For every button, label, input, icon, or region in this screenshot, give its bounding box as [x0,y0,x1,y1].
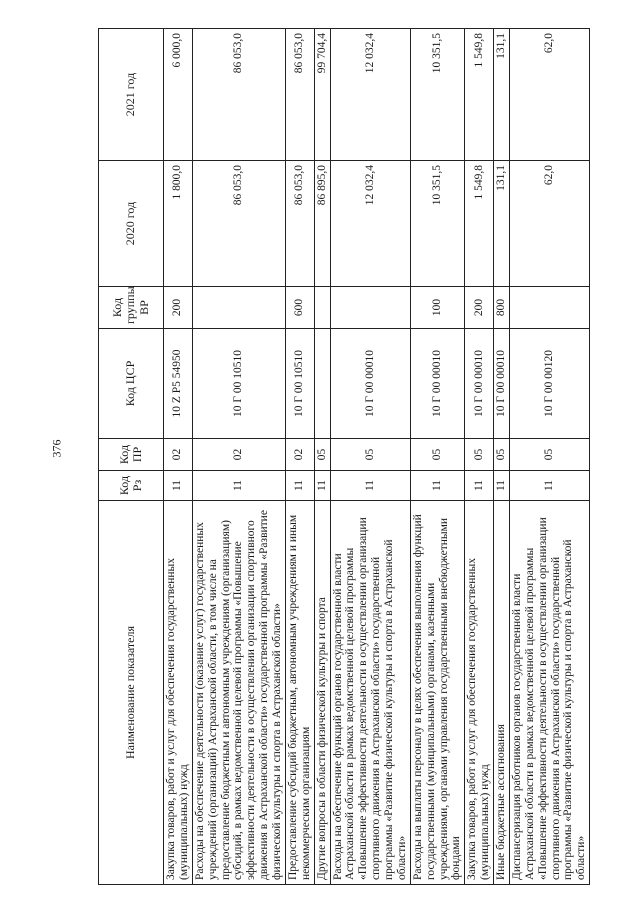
cell-2021: 86 053,0 [285,29,314,161]
cell-2021: 131,1 [494,29,510,161]
cell-pr: 05 [330,439,410,471]
cell-2020: 86 053,0 [192,161,285,287]
cell-name: Иные бюджетные ассигнования [494,501,510,885]
cell-2021: 12 032,4 [330,29,410,161]
table-row [164,29,193,885]
table-row [330,29,410,885]
cell-pr: 05 [465,439,494,471]
rotated-table-container [98,29,590,885]
cell-2021: 1 549,8 [465,29,494,161]
cell-csr: 10 Г 00 00010 [410,329,465,439]
cell-name: Расходы на выплаты персоналу в целях обеспечения выполнения функций государственными (муниципальными) органами, казенными учреждениями, органами управления государственными внебюджетными фондами [410,501,465,885]
cell-rz: 11 [410,471,465,501]
cell-pr: 02 [285,439,314,471]
cell-vr: 200 [164,287,193,329]
header-name: Наименование показателя [99,501,164,885]
cell-2021: 10 351,5 [410,29,465,161]
cell-rz: 11 [285,471,314,501]
cell-vr: 800 [494,287,510,329]
cell-vr: 600 [285,287,314,329]
cell-vr [314,287,330,329]
header-rz: Код Рз [99,471,164,501]
header-pr: Код ПР [99,439,164,471]
cell-csr: 10 Г 00 10510 [192,329,285,439]
cell-rz: 11 [465,471,494,501]
table-header-row [99,29,164,885]
table-row [465,29,494,885]
cell-csr [314,329,330,439]
cell-name: Закупка товаров, работ и услуг для обеспечения государственных (муниципальных) нужд [164,501,193,885]
cell-vr [192,287,285,329]
cell-csr: 10 Z P5 54950 [164,329,193,439]
cell-pr: 05 [494,439,510,471]
cell-vr: 200 [465,287,494,329]
table-row [509,29,589,885]
cell-2020: 1 800,0 [164,161,193,287]
table-row [314,29,330,885]
header-2020: 2020 год [99,161,164,287]
page-number: 376 [49,439,64,458]
cell-pr: 05 [410,439,465,471]
table-row [494,29,510,885]
cell-vr [509,287,589,329]
cell-name: Закупка товаров, работ и услуг для обеспечения государственных (муниципальных) нужд [465,501,494,885]
table-row [192,29,285,885]
cell-vr: 100 [410,287,465,329]
budget-table [98,28,590,885]
cell-2021: 6 000,0 [164,29,193,161]
cell-2020: 12 032,4 [330,161,410,287]
cell-csr: 10 Г 00 00010 [465,329,494,439]
table-row [410,29,465,885]
cell-rz: 11 [164,471,193,501]
cell-rz: 11 [330,471,410,501]
cell-rz: 11 [494,471,510,501]
header-2021: 2021 год [99,29,164,161]
cell-csr: 10 Г 00 00010 [494,329,510,439]
cell-2020: 1 549,8 [465,161,494,287]
cell-csr: 10 Г 00 00120 [509,329,589,439]
cell-2020: 62,0 [509,161,589,287]
cell-vr [330,287,410,329]
cell-2021: 62,0 [509,29,589,161]
cell-name: Предоставление субсидий бюджетным, автономным учреждениям и иным некоммерческим организациям [285,501,314,885]
cell-2020: 86 053,0 [285,161,314,287]
cell-2021: 86 053,0 [192,29,285,161]
table-row [285,29,314,885]
cell-name: Диспансеризация работников органов государственной власти Астраханской области в рамках ведомственной целевой программы «Повышение эффективности деятельности в осуществлении организации спортивного движения в Астраханской области» государственной программы «Развитие физической культуры и спорта в Астраханской области» [509,501,589,885]
cell-pr: 02 [164,439,193,471]
cell-csr: 10 Г 00 10510 [285,329,314,439]
cell-pr: 05 [509,439,589,471]
cell-name: Другие вопросы в области физической культуры и спорта [314,501,330,885]
cell-2020: 86 895,0 [314,161,330,287]
header-vr: Код группы ВР [99,287,164,329]
cell-pr: 05 [314,439,330,471]
cell-rz: 11 [192,471,285,501]
cell-2021: 99 704,4 [314,29,330,161]
cell-2020: 10 351,5 [410,161,465,287]
cell-name: Расходы на обеспечение функций органов государственной власти Астраханской области в рамках ведомственной целевой программы «Повышение эффективности деятельности в осуществлении организации спортивного движения в Астраханской области» государственной программы «Развитие физической культуры и спорта в Астраханской области» [330,501,410,885]
cell-name: Расходы на обеспечение деятельности (оказание услуг) государственных учреждений (организаций) Астраханской области, в том числе на предоставление бюджетным и автономным учреждениям (организациям) субсидий, в рамках ведомственной целевой программы «Повышение эффективности деятельности в осуществлении организации спортивного движения в Астраханской области» государственной программы «Развитие физической культуры и спорта в Астраханской области» [192,501,285,885]
cell-csr: 10 Г 00 00010 [330,329,410,439]
cell-2020: 131,1 [494,161,510,287]
cell-pr: 02 [192,439,285,471]
cell-rz: 11 [509,471,589,501]
header-csr: Код ЦСР [99,329,164,439]
cell-rz: 11 [314,471,330,501]
